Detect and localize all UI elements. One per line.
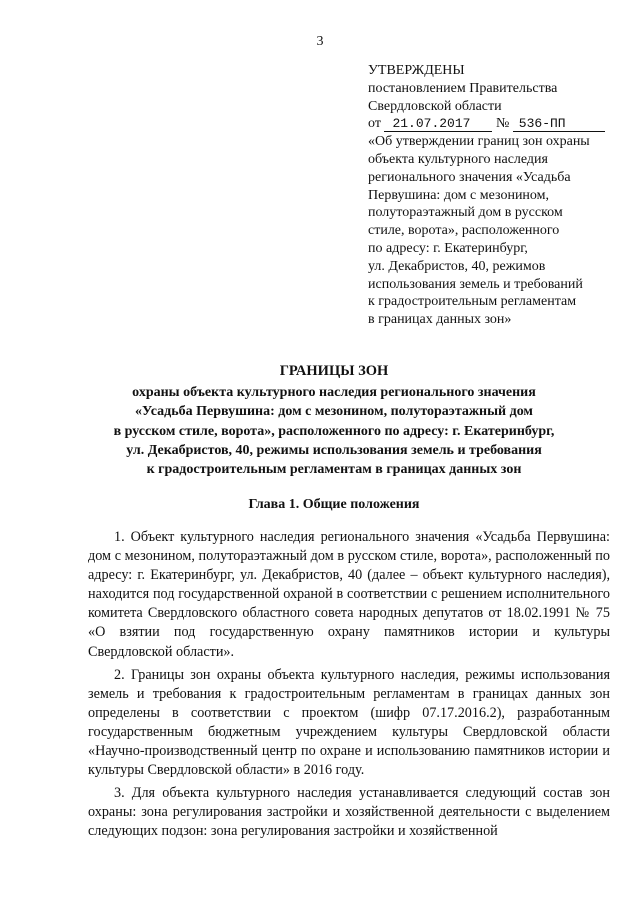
approval-subject-line: использования земель и требований (368, 276, 583, 292)
body-text (88, 528, 610, 846)
page-number: 3 (316, 34, 324, 49)
paragraph: 2. Границы зон охраны объекта культурного наследия, режимы использования земель и требования к градостроительным регламентам в границах данных зон определены в соответствии с проектом (шифр 07.17.2016.2), разработанным государственным бюджетным учреждением культуры Свердловской области «Научно-производственный центр по охране и использованию памятников истории и культуры Свердловской области» в 2016 году. (88, 666, 610, 779)
title-line: к градостроительным регламентам в границах данных зон (146, 462, 522, 478)
approval-heading: УТВЕРЖДЕНЫ (368, 63, 465, 78)
date-prefix: от (368, 116, 381, 132)
approval-block (368, 62, 628, 329)
approval-subject-line: «Об утверждении границ зон охраны (368, 134, 590, 150)
number-prefix: № (495, 116, 510, 132)
title-line: в русском стиле, ворота», расположенного по адресу: г. Екатеринбург, (113, 423, 555, 439)
approval-subject-line: объекта культурного наследия (368, 151, 548, 167)
document-title (60, 362, 608, 479)
approval-subject-line: Первушина: дом с мезонином, (368, 187, 550, 203)
title-line: «Усадьба Первушина: дом с мезонином, полутораэтажный дом (135, 404, 533, 420)
date-value: 21.07.2017 (384, 117, 492, 132)
approval-subject-line: регионального значения «Усадьба (368, 169, 571, 185)
approval-line: Свердловской области (368, 98, 502, 114)
title-main: ГРАНИЦЫ ЗОН (279, 363, 389, 379)
approval-subject-line: ул. Декабристов, 40, режимов (368, 258, 546, 274)
approval-subject-line: к градостроительным регламентам (368, 294, 577, 310)
approval-subject-line: стиле, ворота», расположенного (368, 223, 560, 239)
approval-subject-line: полутораэтажный дом в русском (368, 205, 563, 221)
approval-subject-line: в границах данных зон» (368, 312, 512, 328)
paragraph: 3. Для объекта культурного наследия устанавливается следующий состав зон охраны: зона регулирования застройки и хозяйственной деятельности с выделением следующих подзон: зона регулирования застройки и хозяйственной (88, 785, 610, 840)
chapter-heading: Глава 1. Общие положения (248, 497, 420, 512)
paragraph: 1. Объект культурного наследия регионального значения «Усадьба Первушина: дом с мезонином, полутораэтажный дом в русском стиле, ворота», расположенный по адресу: г. Екатеринбург, ул. Декабристов, 40 (далее – объект культурного наследия), находится под государственной охраной в соответствии с решением исполнительного комитета Свердловского областного совета народных депутатов от 18.02.1991 № 75 «О взятии под государственную охрану памятников истории и культуры Свердловской области». (88, 529, 610, 660)
number-value: 536-ПП (513, 117, 605, 132)
approval-subject-line: по адресу: г. Екатеринбург, (368, 240, 528, 256)
title-line: ул. Декабристов, 40, режимы использования земель и требования (126, 442, 542, 458)
approval-date-line (368, 115, 628, 133)
approval-line: постановлением Правительства (368, 80, 558, 96)
title-line: охраны объекта культурного наследия регионального значения (132, 385, 536, 401)
